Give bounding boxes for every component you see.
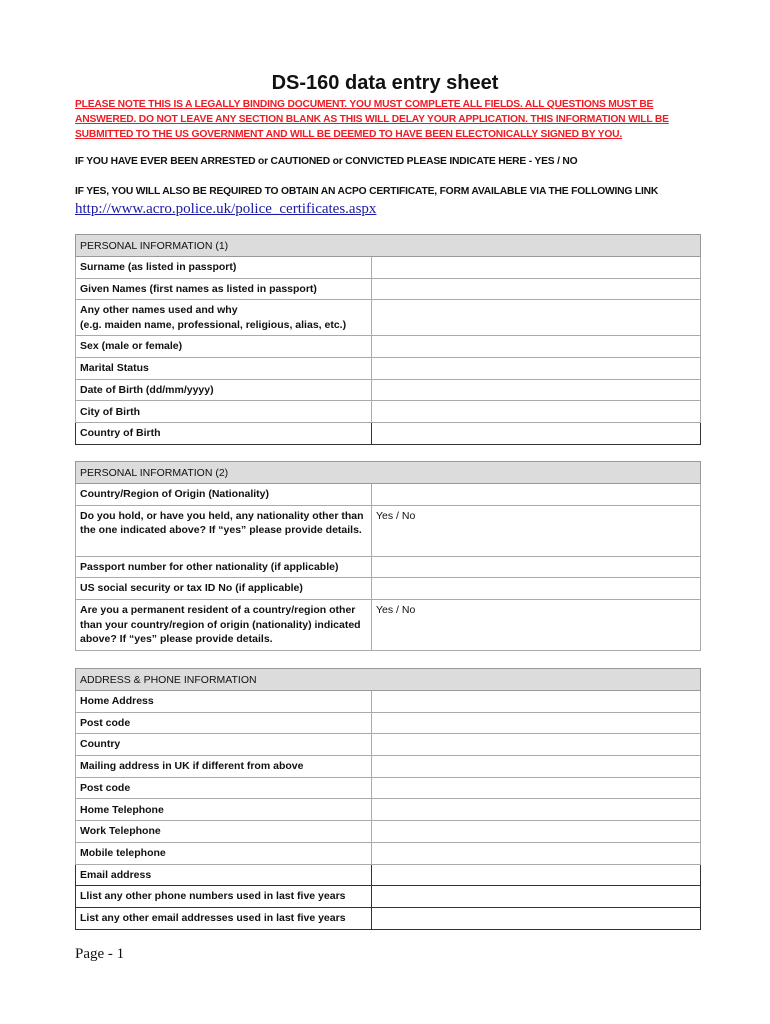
field-input[interactable] [372, 691, 701, 713]
section-header: ADDRESS & PHONE INFORMATION [76, 669, 701, 691]
field-label: Mailing address in UK if different from above [76, 756, 372, 778]
table-row [76, 401, 701, 423]
field-input[interactable] [372, 712, 701, 734]
table-row [76, 336, 701, 358]
field-label [76, 300, 372, 336]
field-label: Given Names (first names as listed in passport) [76, 278, 372, 300]
field-label: Are you a permanent resident of a country/region other than your country/region of origin (nationality) indicated above? If “yes” please provide details. [76, 600, 372, 651]
label-line: Any other names used and why [80, 304, 238, 317]
field-label: Sex (male or female) [76, 336, 372, 358]
table-row [76, 821, 701, 843]
table-row [76, 600, 701, 651]
table-row [76, 907, 701, 929]
table-row [76, 358, 701, 380]
field-label: City of Birth [76, 401, 372, 423]
page-number: Page - 1 [75, 946, 125, 962]
table-row [76, 423, 701, 445]
table-row [76, 257, 701, 279]
field-input[interactable] [372, 556, 701, 578]
table-row [76, 864, 701, 886]
field-label: Surname (as listed in passport) [76, 257, 372, 279]
field-input[interactable] [372, 278, 701, 300]
table-row [76, 886, 701, 908]
table-row [76, 712, 701, 734]
arrest-question: IF YOU HAVE EVER BEEN ARRESTED or CAUTIONED or CONVICTED PLEASE INDICATE HERE - YES / NO [75, 156, 578, 167]
field-label: Llist any other phone numbers used in last five years [76, 886, 372, 908]
section-header: PERSONAL INFORMATION (1) [76, 235, 701, 257]
field-input[interactable] [372, 886, 701, 908]
label-line: (e.g. maiden name, professional, religious, alias, etc.) [80, 318, 347, 331]
field-input[interactable] [372, 300, 701, 336]
field-label: Work Telephone [76, 821, 372, 843]
field-input[interactable] [372, 821, 701, 843]
table-row [76, 777, 701, 799]
personal-info-2-table [75, 461, 701, 651]
field-input[interactable] [372, 777, 701, 799]
table-row [76, 799, 701, 821]
field-input[interactable] [372, 257, 701, 279]
field-input[interactable] [372, 484, 701, 506]
table-row [76, 578, 701, 600]
field-label: Date of Birth (dd/mm/yyyy) [76, 379, 372, 401]
field-label: Post code [76, 712, 372, 734]
field-label: Do you hold, or have you held, any nationality other than the one indicated above? If “yes” please provide details. [76, 505, 372, 556]
field-label: Marital Status [76, 358, 372, 380]
field-input[interactable] [372, 734, 701, 756]
field-input[interactable] [372, 336, 701, 358]
legal-warning: PLEASE NOTE THIS IS A LEGALLY BINDING DOCUMENT. YOU MUST COMPLETE ALL FIELDS. ALL QUESTIONS MUST BE ANSWERED. DO NOT LEAVE ANY SECTION BLANK AS THIS WILL DELAY YOUR APPLICATION. THIS INFORMATION WILL BE SUBMITTED TO THE US GOVERNMENT AND WILL BE DEEMED TO HAVE BEEN ELECTONICALLY SIGNED BY YOU. [75, 99, 669, 140]
field-label: Passport number for other nationality (if applicable) [76, 556, 372, 578]
section-header: PERSONAL INFORMATION (2) [76, 462, 701, 484]
table-row [76, 734, 701, 756]
personal-info-1-table [75, 234, 701, 445]
table-row [76, 756, 701, 778]
table-row [76, 484, 701, 506]
field-input[interactable] [372, 401, 701, 423]
table-row [76, 691, 701, 713]
field-input[interactable] [372, 842, 701, 864]
field-label: Country [76, 734, 372, 756]
field-input[interactable] [372, 423, 701, 445]
field-input[interactable] [372, 799, 701, 821]
acpo-notice: IF YES, YOU WILL ALSO BE REQUIRED TO OBTAIN AN ACPO CERTIFICATE, FORM AVAILABLE VIA THE FOLLOWING LINK [75, 186, 659, 197]
field-label: Home Telephone [76, 799, 372, 821]
yes-no-choice[interactable]: Yes / No [372, 600, 701, 651]
yes-no-choice[interactable]: Yes / No [372, 505, 701, 556]
field-input[interactable] [372, 756, 701, 778]
table-row [76, 556, 701, 578]
table-row [76, 379, 701, 401]
address-phone-table [75, 668, 701, 930]
table-row [76, 505, 701, 556]
field-label: Country of Birth [76, 423, 372, 445]
table-row [76, 300, 701, 336]
acro-link[interactable]: http://www.acro.police.uk/police_certificates.aspx [75, 201, 377, 217]
page-title: DS-160 data entry sheet [271, 72, 499, 94]
field-input[interactable] [372, 578, 701, 600]
field-input[interactable] [372, 358, 701, 380]
table-row [76, 278, 701, 300]
table-row [76, 842, 701, 864]
field-label: List any other email addresses used in last five years [76, 907, 372, 929]
field-input[interactable] [372, 379, 701, 401]
field-input[interactable] [372, 864, 701, 886]
field-label: Home Address [76, 691, 372, 713]
field-label: Post code [76, 777, 372, 799]
field-label: Email address [76, 864, 372, 886]
field-label: Country/Region of Origin (Nationality) [76, 484, 372, 506]
field-label: US social security or tax ID No (if applicable) [76, 578, 372, 600]
field-input[interactable] [372, 907, 701, 929]
field-label: Mobile telephone [76, 842, 372, 864]
